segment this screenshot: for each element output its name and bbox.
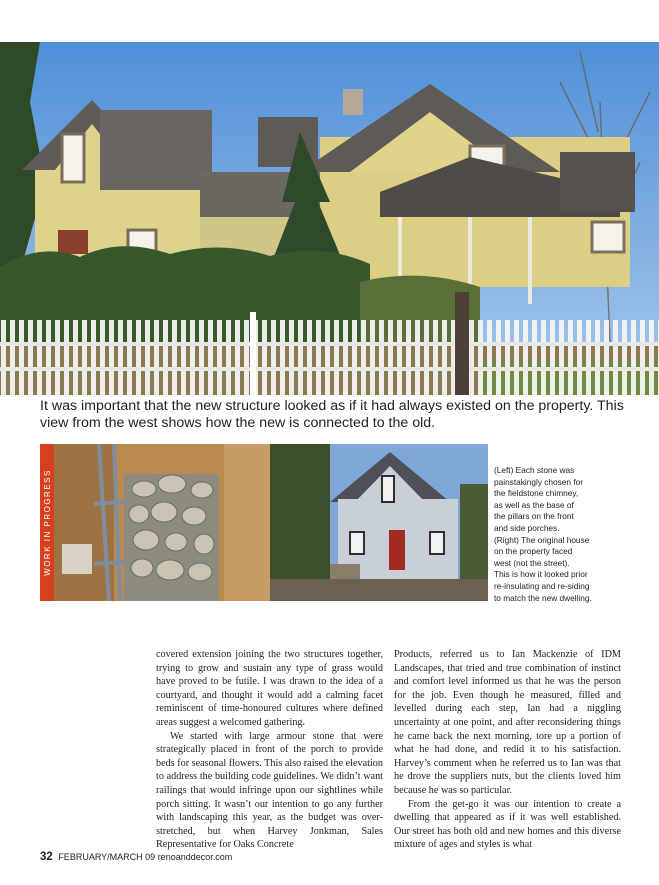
article-paragraph: covered extension joining the two structures together, trying to grow and sustain any type of grass would have proved to be futile. I was drawn to the idea of a courtyard, and thought it would add a calming facet reminiscent of time-honoured cultures where defined areas suggest a welcomed gathering. <box>156 649 383 728</box>
article-column-left <box>156 648 383 852</box>
article-column-right <box>394 648 621 852</box>
original-house-photo <box>270 444 488 601</box>
photo-caption <box>494 465 619 604</box>
caption-line: west (not the street). <box>494 557 570 568</box>
caption-line: re-insulating and re-siding <box>494 580 590 591</box>
issue-date: FEBRUARY/MARCH 09 <box>58 852 156 862</box>
caption-line: the pillars on the front <box>494 511 574 522</box>
caption-line: on the property faced <box>494 546 573 557</box>
caption-line: (Left) Each stone was <box>494 465 575 475</box>
hero-photo <box>0 42 659 395</box>
caption-line: as well as the base of <box>494 499 574 510</box>
caption-line: This is how it looked prior <box>494 569 588 580</box>
work-in-progress-label-wrap <box>40 444 54 601</box>
page-footer <box>40 851 232 863</box>
work-in-progress-label: WORK IN PROGRESS <box>42 469 52 576</box>
chimney-stone-photo <box>54 444 270 601</box>
caption-line: painstakingly chosen for <box>494 476 584 487</box>
caption-line: to match the new dwelling. <box>494 592 592 603</box>
article-paragraph: From the get-go it was our intention to create a dwelling that appeared as if it was well established. Our street has both old and new homes and this diverse mixture of ages and styles is what <box>394 798 621 851</box>
article-paragraph: Products, referred us to Ian Mackenzie of IDM Landscapes, that tried and true combination of instinct and comfort level informed us that he was the person for the job. Even though he measured, filled and levelled during each step, Ian had a niggling uncertainty at one point, and after reconsidering things he came back the next morning, tore up a portion of what he had done, and redid it to his satisfaction. Harvey’s comment when he referred us to Ian was that he drove the suppliers nuts, but the clients loved him because he was so particular. <box>394 649 621 796</box>
article-paragraph: We started with large armour stone that were strategically placed in front of the porch to provide beds for seasonal flowers. This also raised the elevation to address the building code guidelines. We didn’t want railings that would infringe upon our sightlines while porch sitting. It wasn’t our intention to go any further with landscaping this year, as the budget was over-stretched, but when Harvey Jonkman, Sales Representative for Oaks Concrete <box>156 730 383 851</box>
caption-line: and side porches. <box>494 522 560 533</box>
page-number: 32 <box>40 851 53 863</box>
hero-caption: It was important that the new structure looked as if it had always existed on the property. This view from the west shows how the new is connected to the old. <box>40 398 624 431</box>
caption-line: the fieldstone chimney, <box>494 488 579 499</box>
caption-line: (Right) The original house <box>494 534 590 545</box>
site-url: renoanddecor.com <box>157 852 233 862</box>
